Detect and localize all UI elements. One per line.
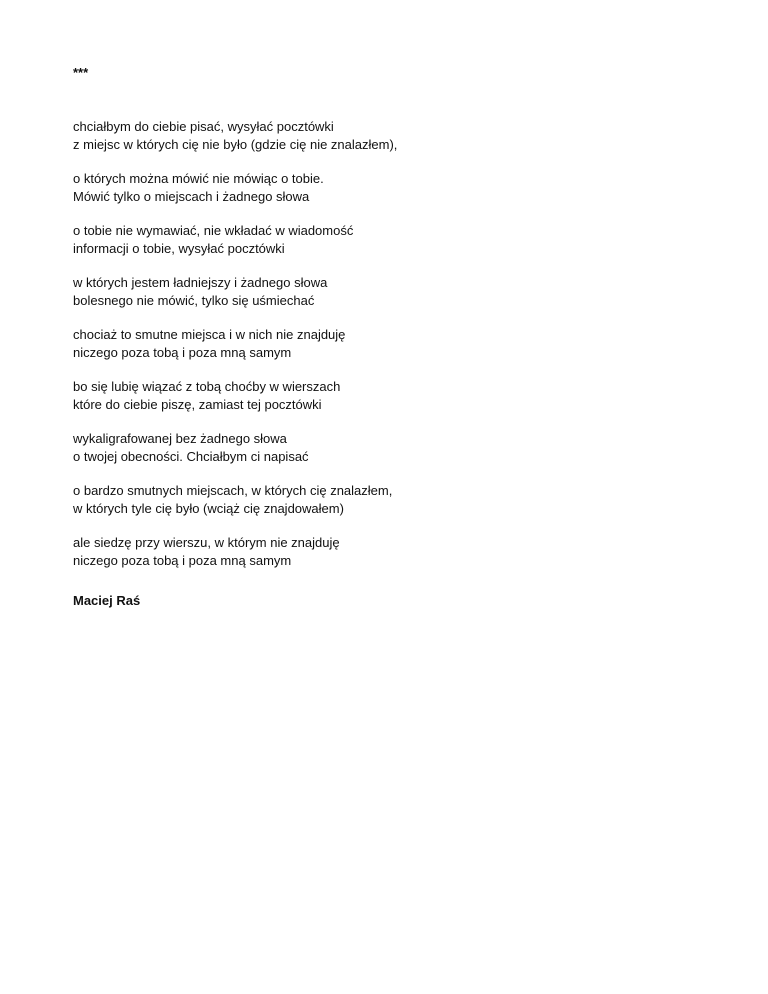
poem-line: w których tyle cię było (wciąż cię znajdowałem) (73, 501, 344, 516)
poem-line: o których można mówić nie mówiąc o tobie. (73, 171, 324, 186)
poem-line: o tobie nie wymawiać, nie wkładać w wiadomość (73, 223, 354, 238)
stanza (73, 222, 713, 258)
stanza (73, 430, 713, 466)
stanza (73, 378, 713, 414)
poem-author: Maciej Raś (73, 593, 141, 608)
poem-line: ale siedzę przy wierszu, w którym nie znajduję (73, 535, 340, 550)
stanza (73, 118, 713, 154)
poem-line: które do ciebie piszę, zamiast tej pocztówki (73, 397, 322, 412)
poem-line: wykaligrafowanej bez żadnego słowa (73, 431, 287, 446)
poem-line: o bardzo smutnych miejscach, w których cię znalazłem, (73, 483, 393, 498)
poem-line: chociaż to smutne miejsca i w nich nie znajduję (73, 327, 346, 342)
poem-line: o twojej obecności. Chciałbym ci napisać (73, 449, 309, 464)
poem-line: bolesnego nie mówić, tylko się uśmiechać (73, 293, 315, 308)
stanza (73, 326, 713, 362)
poem-line: niczego poza tobą i poza mną samym (73, 553, 292, 568)
poem-line: bo się lubię wiązać z tobą choćby w wierszach (73, 379, 341, 394)
stanza (73, 534, 713, 570)
poem-line: Mówić tylko o miejscach i żadnego słowa (73, 189, 310, 204)
stanza (73, 274, 713, 310)
stanza (73, 482, 713, 518)
poem-line: w których jestem ładniejszy i żadnego słowa (73, 275, 328, 290)
poem-line: niczego poza tobą i poza mną samym (73, 345, 292, 360)
stanza (73, 170, 713, 206)
poem-line: z miejsc w których cię nie było (gdzie cię nie znalazłem), (73, 137, 398, 152)
poem-body (73, 118, 713, 570)
poem-line: chciałbym do ciebie pisać, wysyłać pocztówki (73, 119, 334, 134)
poem-heading: *** (73, 65, 89, 80)
document-content (73, 64, 713, 610)
poem-line: informacji o tobie, wysyłać pocztówki (73, 241, 285, 256)
